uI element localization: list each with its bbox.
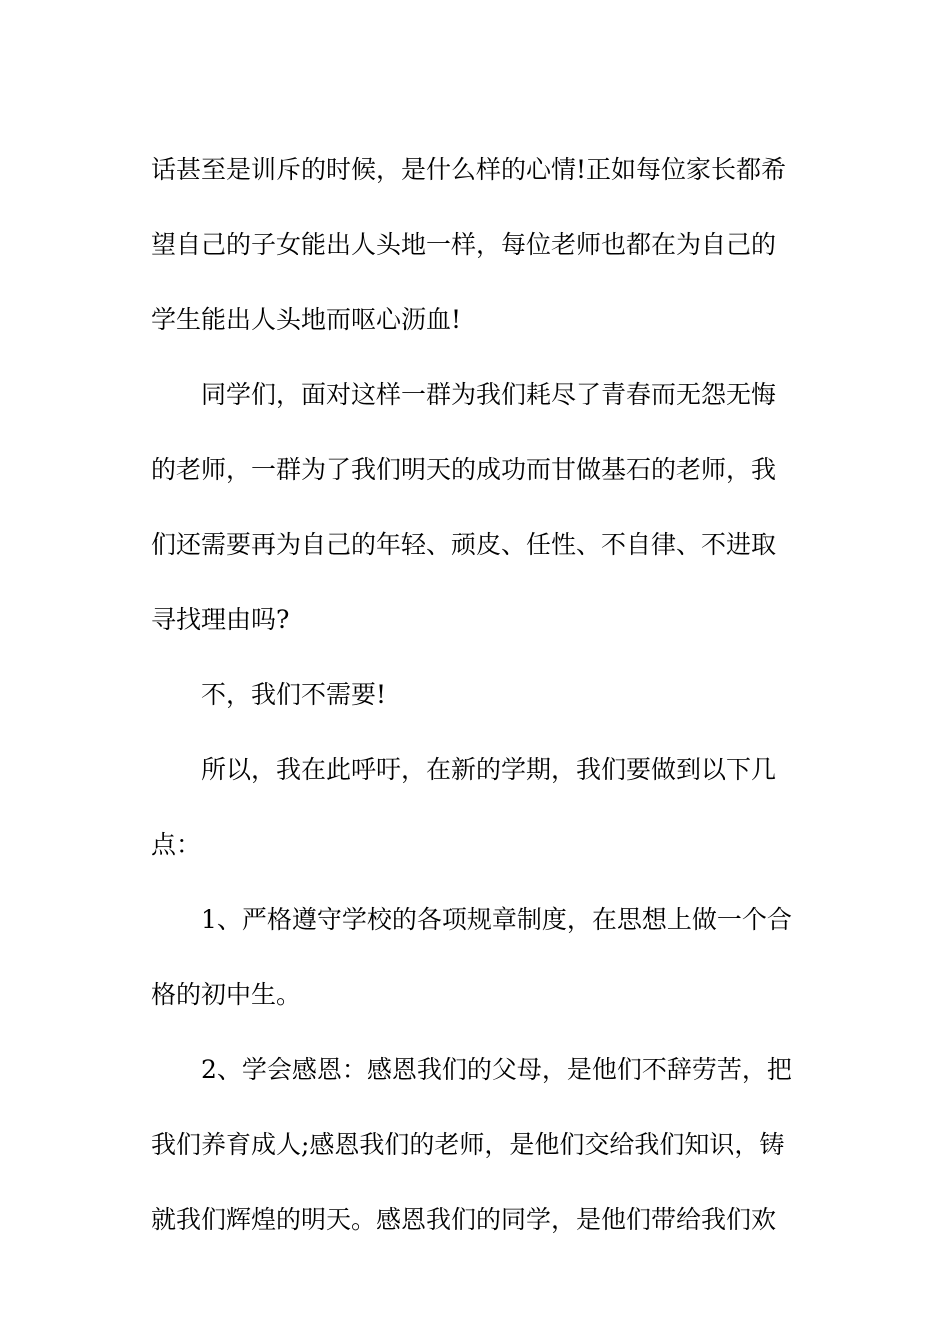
text-line: 们还需要再为自己的年轻、顽皮、任性、不自律、不进取 xyxy=(151,530,777,559)
text-line: 1、严格遵守学校的各项规章制度，在思想上做一个合 xyxy=(201,905,792,934)
text-line: 寻找理由吗? xyxy=(151,605,290,634)
text-line: 就我们辉煌的明天。感恩我们的同学，是他们带给我们欢 xyxy=(151,1205,777,1234)
text-line: 同学们，面对这样一群为我们耗尽了青春而无怨无悔 xyxy=(201,380,777,409)
text-line: 不，我们不需要! xyxy=(201,680,387,709)
text-line: 所以，我在此呼吁，在新的学期，我们要做到以下几 xyxy=(201,755,777,784)
text-line: 2、学会感恩：感恩我们的父母，是他们不辞劳苦，把 xyxy=(201,1055,792,1084)
text-line: 的老师，一群为了我们明天的成功而甘做基石的老师，我 xyxy=(151,455,777,484)
text-line: 学生能出人头地而呕心沥血! xyxy=(151,305,462,334)
text-line: 话甚至是训斥的时候，是什么样的心情!正如每位家长都希 xyxy=(151,155,787,184)
text-line: 望自己的子女能出人头地一样，每位老师也都在为自己的 xyxy=(151,230,777,259)
text-line: 格的初中生。 xyxy=(151,980,302,1009)
text-line: 我们养育成人;感恩我们的老师，是他们交给我们知识，铸 xyxy=(151,1130,785,1159)
document-body xyxy=(151,132,811,1257)
text-line: 点： xyxy=(151,830,202,859)
